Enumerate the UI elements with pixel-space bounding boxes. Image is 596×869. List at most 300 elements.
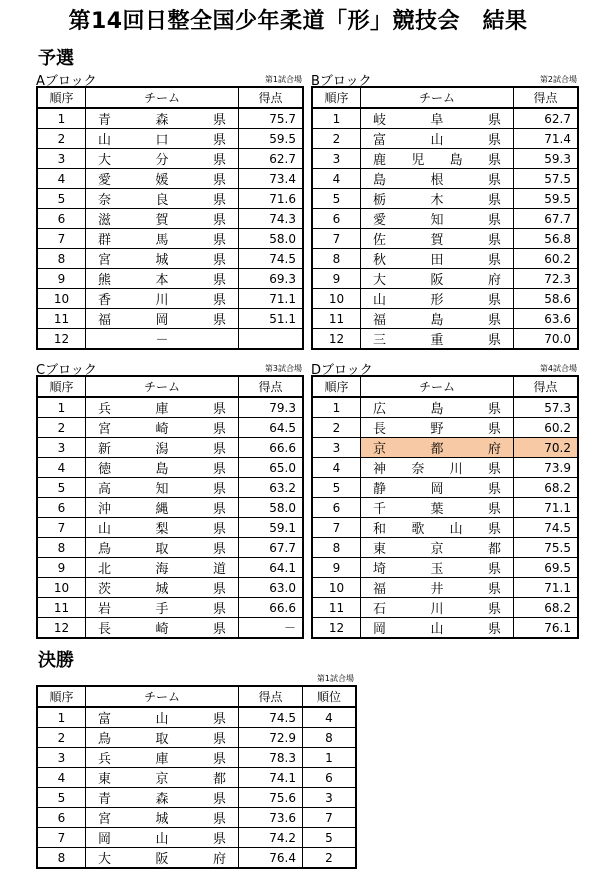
score-value: 71.1: [239, 289, 304, 309]
block-name: Aブロック: [36, 74, 97, 89]
team-name: [86, 108, 239, 129]
order-number: 2: [312, 418, 361, 438]
score-value: 63.0: [239, 578, 304, 598]
team-name: [86, 169, 239, 189]
order-number: 8: [37, 848, 86, 869]
team-name-text: 愛 知 県: [373, 213, 501, 228]
score-value: 59.1: [239, 518, 304, 538]
score-value: 73.4: [239, 169, 304, 189]
venue-label: 第4試合場: [539, 364, 577, 373]
team-name-text: 栃 木 県: [373, 193, 501, 208]
score-value: 75.7: [239, 108, 304, 129]
order-number: 3: [312, 438, 361, 458]
team-name-text: 佐 賀 県: [373, 233, 501, 248]
order-number: 4: [312, 458, 361, 478]
block-d: [311, 359, 577, 639]
team-name-text: 鳥 取 県: [98, 732, 226, 747]
team-name-text: 鳥 取 県: [98, 542, 226, 557]
team-name: [361, 478, 514, 498]
team-name: [361, 129, 514, 149]
team-name: [361, 598, 514, 618]
team-name-text: 兵 庫 県: [98, 752, 226, 767]
team-name: [86, 418, 239, 438]
rank-value: 6: [303, 768, 357, 788]
order-number: 1: [37, 108, 86, 129]
score-value: 74.5: [514, 518, 579, 538]
team-name-text: 大 阪 府: [373, 273, 501, 288]
score-value: 79.3: [239, 397, 304, 418]
order-number: 11: [312, 309, 361, 329]
table-row: [37, 828, 356, 848]
team-name-text: 大 阪 府: [98, 852, 226, 867]
team-name-text: 山 口 県: [98, 133, 226, 148]
team-name: [86, 618, 239, 639]
venue-label: 第2試合場: [539, 75, 577, 84]
team-name-text: 神 奈 川 県: [373, 462, 501, 477]
team-name: [86, 458, 239, 478]
table-row: [37, 309, 303, 329]
order-number: 5: [37, 189, 86, 209]
block-a: [36, 70, 302, 350]
team-name: [86, 538, 239, 558]
score-value: 60.2: [514, 418, 579, 438]
table-row: [37, 848, 356, 869]
results-table: [311, 86, 579, 350]
team-name: [86, 578, 239, 598]
score-value: 67.7: [239, 538, 304, 558]
team-name: [86, 558, 239, 578]
team-name: [86, 828, 239, 848]
team-name-text: 群 馬 県: [98, 233, 226, 248]
table-row: [312, 108, 578, 129]
table-row: [37, 558, 303, 578]
score-value: 63.6: [514, 309, 579, 329]
team-name: [361, 618, 514, 639]
team-name-text: 和 歌 山 県: [373, 522, 501, 537]
table-row: [312, 578, 578, 598]
table-row: [312, 169, 578, 189]
table-row: [312, 418, 578, 438]
table-row: [37, 149, 303, 169]
team-name-text: 福 岡 県: [98, 313, 226, 328]
order-number: 2: [37, 129, 86, 149]
order-number: 7: [37, 229, 86, 249]
team-name: [361, 169, 514, 189]
team-name: [86, 249, 239, 269]
table-row: [37, 209, 303, 229]
order-number: 5: [312, 189, 361, 209]
table-row: [312, 209, 578, 229]
score-value: 72.9: [239, 728, 303, 748]
rank-value: 5: [303, 828, 357, 848]
column-header-team: チーム: [86, 376, 239, 397]
order-number: 5: [37, 788, 86, 808]
score-value: 68.2: [514, 598, 579, 618]
order-number: 10: [312, 578, 361, 598]
table-row: [37, 788, 356, 808]
order-number: 6: [37, 808, 86, 828]
score-value: 64.5: [239, 418, 304, 438]
rank-value: 7: [303, 808, 357, 828]
order-number: 6: [312, 498, 361, 518]
team-name-text: －: [155, 333, 169, 348]
team-name-text: 兵 庫 県: [98, 402, 226, 417]
rank-value: 2: [303, 848, 357, 869]
score-value: 70.2: [514, 438, 579, 458]
table-row: [312, 309, 578, 329]
table-row: [37, 289, 303, 309]
order-number: 4: [37, 768, 86, 788]
table-row: [312, 189, 578, 209]
team-name: [361, 329, 514, 350]
order-number: 7: [312, 229, 361, 249]
team-name: [361, 438, 514, 458]
score-value: 78.3: [239, 748, 303, 768]
team-name-text: 滋 賀 県: [98, 213, 226, 228]
team-name-text: 長 野 県: [373, 422, 501, 437]
team-name-text: 富 山 県: [98, 712, 226, 727]
order-number: 12: [312, 329, 361, 350]
order-number: 1: [312, 108, 361, 129]
team-name-text: 大 分 県: [98, 153, 226, 168]
team-name: [86, 129, 239, 149]
results-table: [311, 375, 579, 639]
order-number: 2: [37, 728, 86, 748]
order-number: 6: [312, 209, 361, 229]
team-name: [361, 249, 514, 269]
score-value: 62.7: [239, 149, 304, 169]
table-row: [312, 249, 578, 269]
column-header-team: チーム: [361, 376, 514, 397]
team-name: [86, 269, 239, 289]
table-row: [37, 728, 356, 748]
team-name-text: 富 山 県: [373, 133, 501, 148]
team-name: [361, 418, 514, 438]
team-name-text: 石 川 県: [373, 602, 501, 617]
team-name-text: 岩 手 県: [98, 602, 226, 617]
team-name: [361, 209, 514, 229]
team-name: [86, 748, 239, 768]
team-name: [361, 538, 514, 558]
team-name-text: 茨 城 県: [98, 582, 226, 597]
table-row: [312, 229, 578, 249]
score-value: 75.5: [514, 538, 579, 558]
order-number: 7: [312, 518, 361, 538]
column-header-rank: 順位: [303, 686, 357, 707]
team-name-text: 熊 本 県: [98, 273, 226, 288]
table-row: [312, 498, 578, 518]
team-name: [361, 518, 514, 538]
column-header-score: 得点: [514, 376, 579, 397]
table-row: [37, 397, 303, 418]
order-number: 5: [312, 478, 361, 498]
column-header-order: 順序: [37, 376, 86, 397]
team-name: [86, 309, 239, 329]
order-number: 10: [37, 578, 86, 598]
order-number: 1: [37, 397, 86, 418]
score-value: 68.2: [514, 478, 579, 498]
team-name: [86, 808, 239, 828]
team-name-text: 徳 島 県: [98, 462, 226, 477]
table-row: [312, 329, 578, 350]
table-row: [37, 518, 303, 538]
order-number: 3: [37, 149, 86, 169]
score-value: 57.3: [514, 397, 579, 418]
table-header-row: [312, 87, 578, 108]
team-name: [361, 149, 514, 169]
table-row: [37, 748, 356, 768]
rank-value: 1: [303, 748, 357, 768]
team-name: [361, 189, 514, 209]
team-name: [361, 269, 514, 289]
block-c: [36, 359, 302, 639]
table-row: [37, 478, 303, 498]
venue-label: 第3試合場: [264, 364, 302, 373]
score-value: 58.6: [514, 289, 579, 309]
order-number: 1: [312, 397, 361, 418]
table-row: [37, 418, 303, 438]
block-name: Bブロック: [311, 74, 372, 89]
team-name-text: 東 京 都: [373, 542, 501, 557]
order-number: 4: [312, 169, 361, 189]
results-table: [36, 375, 304, 639]
table-row: [37, 129, 303, 149]
order-number: 3: [37, 438, 86, 458]
order-number: 5: [37, 478, 86, 498]
table-row: [37, 269, 303, 289]
table-row: [312, 618, 578, 639]
score-value: 60.2: [514, 249, 579, 269]
team-name-text: 広 島 県: [373, 402, 501, 417]
score-value: [239, 329, 304, 350]
score-value: 64.1: [239, 558, 304, 578]
team-name: [86, 498, 239, 518]
order-number: 9: [312, 558, 361, 578]
order-number: 11: [312, 598, 361, 618]
table-row: [37, 498, 303, 518]
team-name-text: 愛 媛 県: [98, 173, 226, 188]
column-header-order: 順序: [312, 376, 361, 397]
score-value: 65.0: [239, 458, 304, 478]
table-row: [312, 269, 578, 289]
team-name-text: 福 島 県: [373, 313, 501, 328]
score-value: 74.5: [239, 249, 304, 269]
block-b: [311, 70, 577, 350]
team-name-text: 東 京 都: [98, 772, 226, 787]
team-name: [86, 598, 239, 618]
table-header-row: [312, 376, 578, 397]
column-header-score: 得点: [514, 87, 579, 108]
column-header-team: チーム: [86, 686, 239, 707]
team-name-text: 三 重 県: [373, 333, 501, 348]
score-value: 59.5: [239, 129, 304, 149]
table-row: [37, 189, 303, 209]
score-value: 75.6: [239, 788, 303, 808]
table-row: [312, 558, 578, 578]
order-number: 11: [37, 598, 86, 618]
table-row: [37, 329, 303, 350]
table-row: [312, 289, 578, 309]
team-name: [86, 329, 239, 350]
score-value: 74.3: [239, 209, 304, 229]
team-name-text: 福 井 県: [373, 582, 501, 597]
score-value: 63.2: [239, 478, 304, 498]
table-header-row: [37, 87, 303, 108]
table-row: [312, 397, 578, 418]
column-header-score: 得点: [239, 87, 304, 108]
score-value: 71.1: [514, 498, 579, 518]
table-row: [37, 229, 303, 249]
team-name: [361, 578, 514, 598]
team-name: [86, 728, 239, 748]
team-name: [86, 397, 239, 418]
team-name-text: 京 都 府: [373, 442, 501, 457]
team-name: [86, 438, 239, 458]
team-name-text: 鹿 児 島 県: [373, 153, 501, 168]
order-number: 4: [37, 169, 86, 189]
score-value: 67.7: [514, 209, 579, 229]
column-header-order: 順序: [312, 87, 361, 108]
team-name-text: 岡 山 県: [373, 622, 501, 637]
final-block: [36, 669, 354, 869]
table-row: [37, 808, 356, 828]
final-results-table: [36, 685, 357, 869]
team-name: [86, 189, 239, 209]
order-number: 8: [312, 249, 361, 269]
table-row: [37, 538, 303, 558]
team-name: [361, 558, 514, 578]
order-number: 10: [312, 289, 361, 309]
score-value: 71.6: [239, 189, 304, 209]
team-name: [86, 768, 239, 788]
team-name-text: 島 根 県: [373, 173, 501, 188]
column-header-team: チーム: [86, 87, 239, 108]
score-value: 72.3: [514, 269, 579, 289]
order-number: 6: [37, 209, 86, 229]
order-number: 11: [37, 309, 86, 329]
rank-value: 4: [303, 707, 357, 728]
column-header-team: チーム: [361, 87, 514, 108]
score-value: －: [239, 618, 304, 639]
block-name: Cブロック: [36, 363, 97, 378]
team-name-text: 宮 城 県: [98, 812, 226, 827]
table-row: [37, 249, 303, 269]
score-value: 58.0: [239, 229, 304, 249]
order-number: 7: [37, 518, 86, 538]
order-number: 9: [37, 269, 86, 289]
order-number: 9: [312, 269, 361, 289]
table-row: [312, 438, 578, 458]
rank-value: 8: [303, 728, 357, 748]
team-name: [361, 397, 514, 418]
team-name-text: 岐 阜 県: [373, 113, 501, 128]
order-number: 7: [37, 828, 86, 848]
score-value: 70.0: [514, 329, 579, 350]
table-row: [37, 578, 303, 598]
team-name: [361, 458, 514, 478]
table-row: [37, 438, 303, 458]
score-value: 73.6: [239, 808, 303, 828]
score-value: 66.6: [239, 598, 304, 618]
table-header-row: [37, 376, 303, 397]
table-row: [312, 478, 578, 498]
score-value: 69.3: [239, 269, 304, 289]
score-value: 57.5: [514, 169, 579, 189]
team-name: [361, 498, 514, 518]
table-row: [37, 768, 356, 788]
team-name: [86, 149, 239, 169]
score-value: 69.5: [514, 558, 579, 578]
order-number: 8: [37, 249, 86, 269]
prelim-heading: 予選: [38, 48, 74, 69]
team-name-text: 青 森 県: [98, 113, 226, 128]
team-name: [86, 289, 239, 309]
table-row: [312, 149, 578, 169]
team-name-text: 山 梨 県: [98, 522, 226, 537]
table-row: [37, 618, 303, 639]
score-value: 74.2: [239, 828, 303, 848]
score-value: 62.7: [514, 108, 579, 129]
team-name: [86, 478, 239, 498]
team-name-text: 秋 田 県: [373, 253, 501, 268]
score-value: 71.1: [514, 578, 579, 598]
score-value: 51.1: [239, 309, 304, 329]
order-number: 12: [37, 618, 86, 639]
final-heading: 決勝: [38, 650, 74, 671]
team-name: [86, 209, 239, 229]
team-name: [86, 518, 239, 538]
page-title: 第14回日整全国少年柔道「形」競技会 結果: [68, 9, 528, 34]
score-value: 71.4: [514, 129, 579, 149]
score-value: 58.0: [239, 498, 304, 518]
order-number: 2: [312, 129, 361, 149]
order-number: 8: [312, 538, 361, 558]
results-table: [36, 86, 304, 350]
score-value: 66.6: [239, 438, 304, 458]
block-name: Dブロック: [311, 363, 373, 378]
team-name: [361, 289, 514, 309]
column-header-order: 順序: [37, 686, 86, 707]
order-number: 9: [37, 558, 86, 578]
team-name-text: 高 知 県: [98, 482, 226, 497]
column-header-order: 順序: [37, 87, 86, 108]
team-name-text: 宮 崎 県: [98, 422, 226, 437]
column-header-score: 得点: [239, 376, 304, 397]
table-row: [312, 538, 578, 558]
team-name-text: 山 形 県: [373, 293, 501, 308]
score-value: 74.5: [239, 707, 303, 728]
team-name: [361, 309, 514, 329]
team-name: [86, 707, 239, 728]
table-row: [37, 169, 303, 189]
score-value: 74.1: [239, 768, 303, 788]
team-name-text: 新 潟 県: [98, 442, 226, 457]
table-row: [312, 129, 578, 149]
table-row: [312, 518, 578, 538]
table-header-row: [37, 686, 356, 707]
order-number: 2: [37, 418, 86, 438]
score-value: 59.5: [514, 189, 579, 209]
table-row: [312, 458, 578, 478]
team-name-text: 長 崎 県: [98, 622, 226, 637]
score-value: 76.1: [514, 618, 579, 639]
venue-label: 第1試合場: [316, 674, 354, 683]
order-number: 3: [37, 748, 86, 768]
team-name-text: 北 海 道: [98, 562, 226, 577]
table-row: [37, 598, 303, 618]
column-header-score: 得点: [239, 686, 303, 707]
team-name-text: 青 森 県: [98, 792, 226, 807]
